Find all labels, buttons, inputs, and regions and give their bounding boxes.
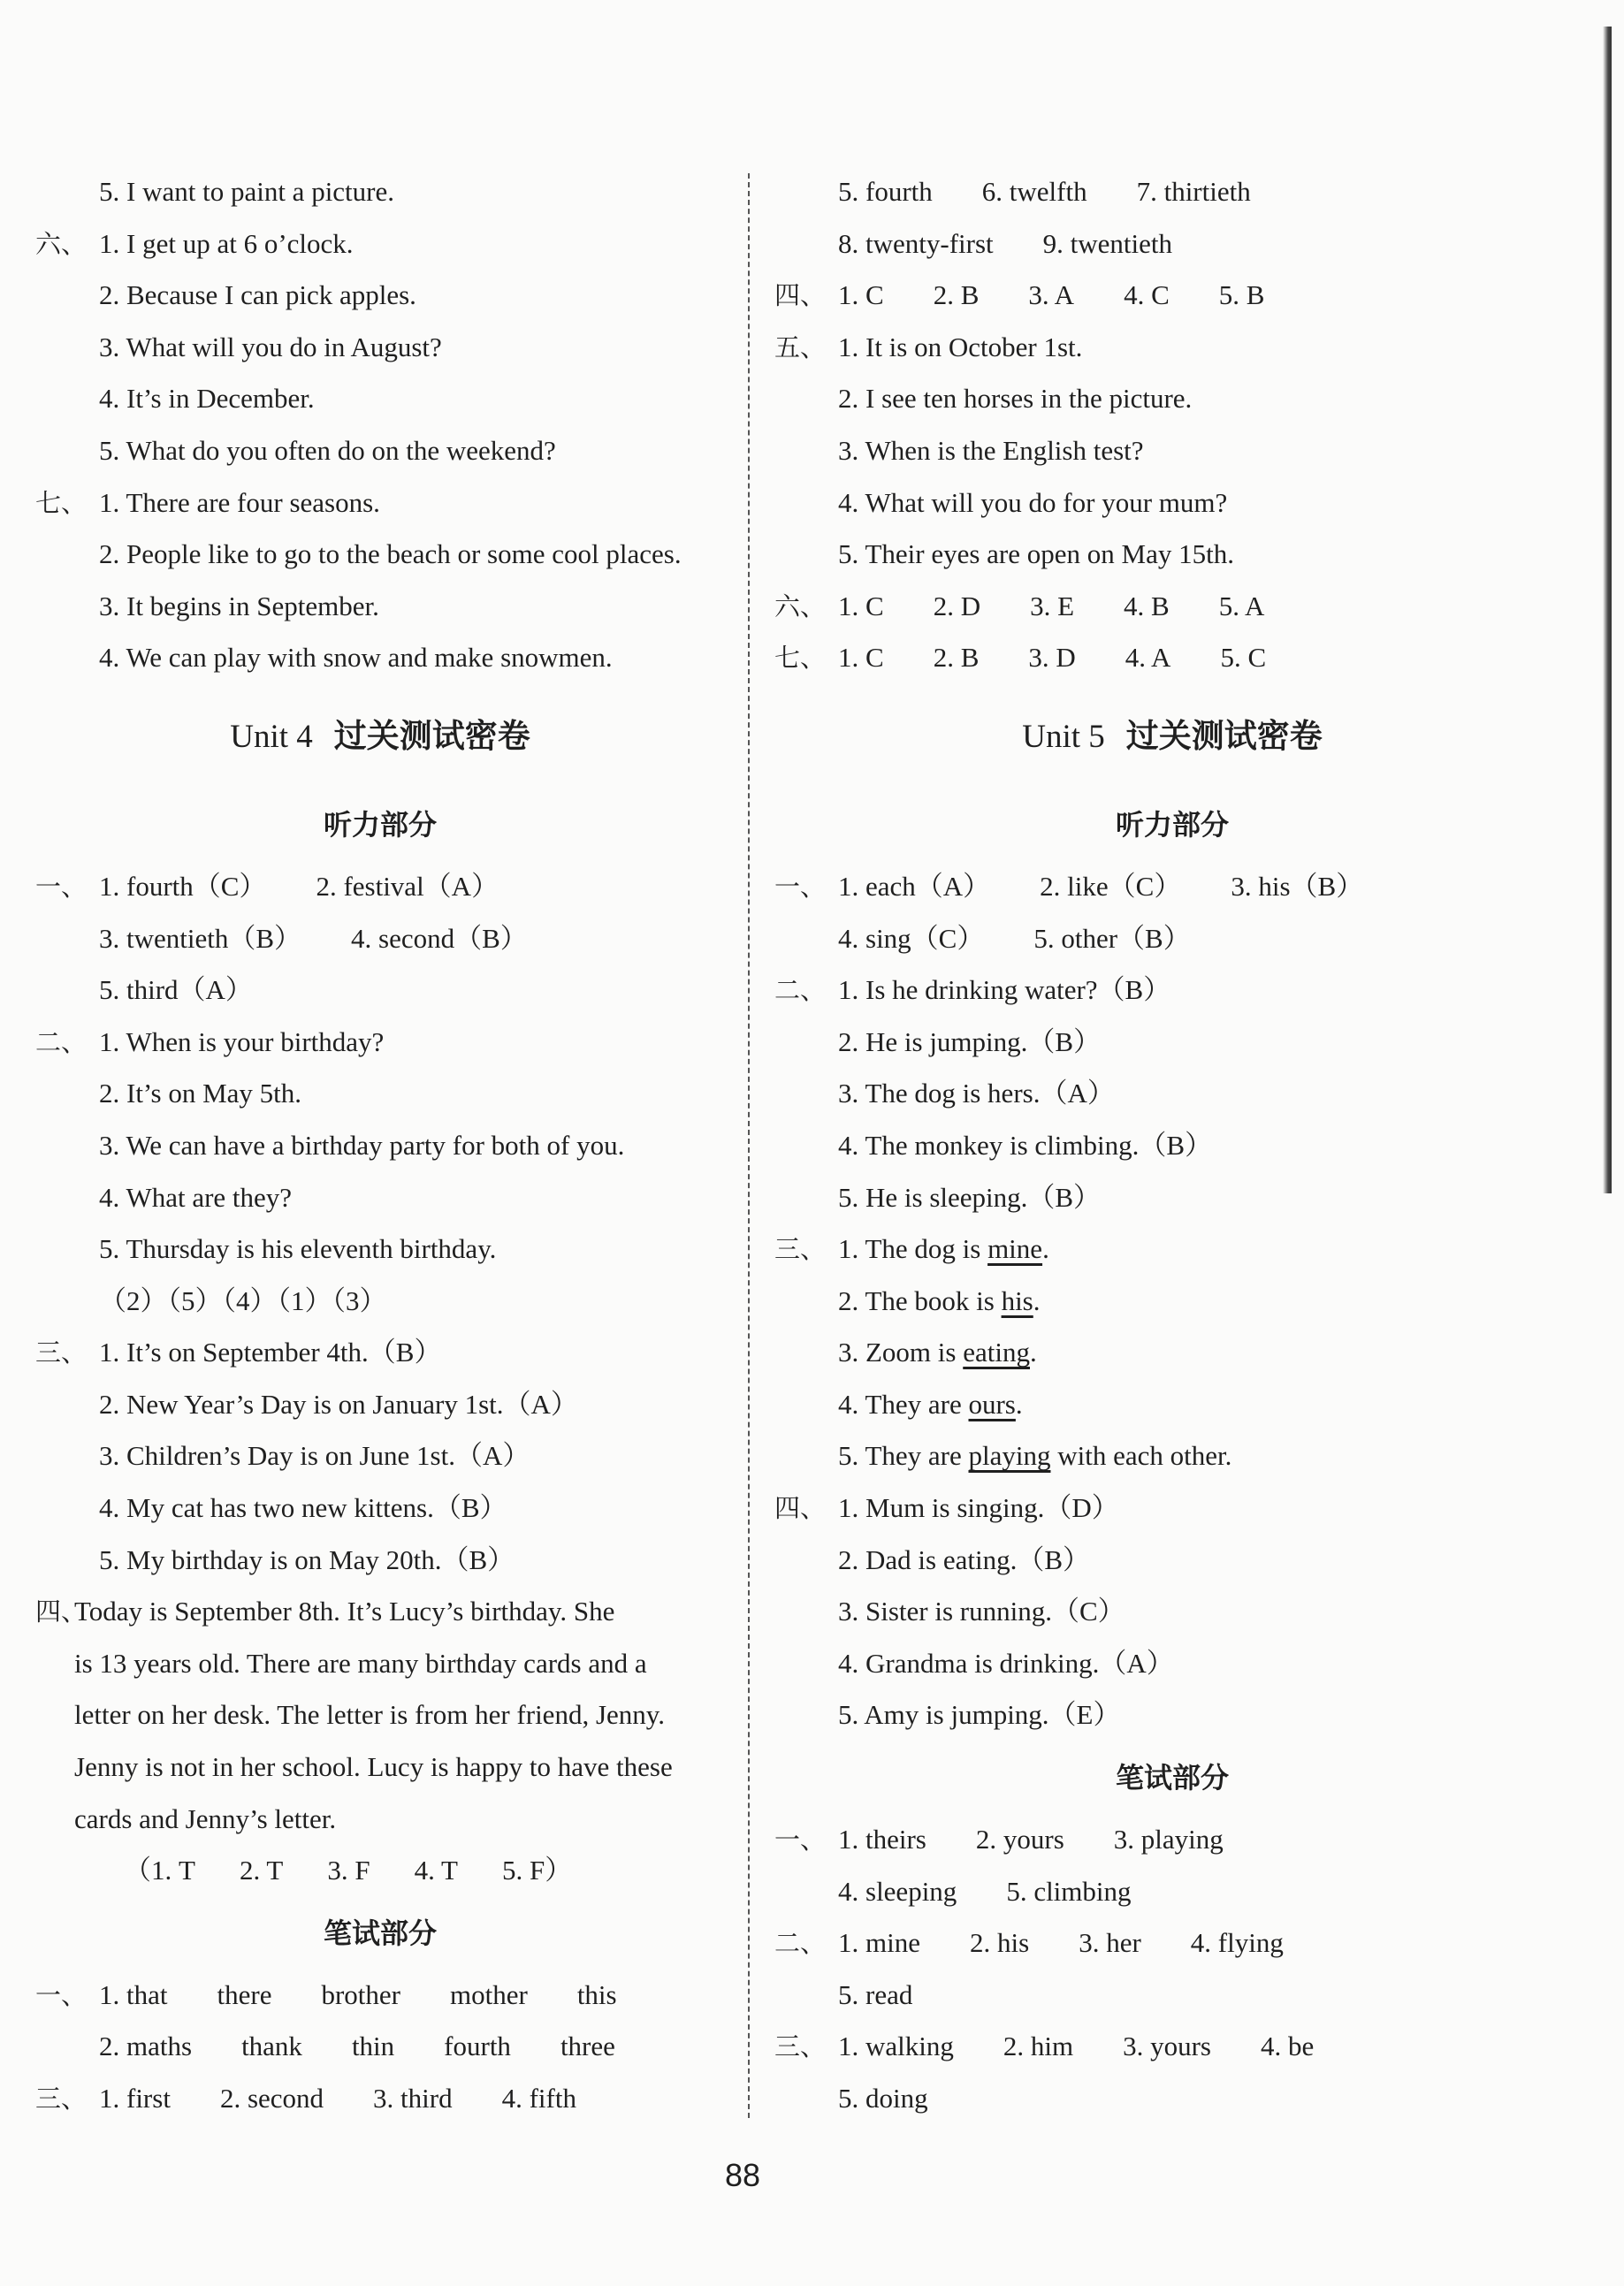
- sentence-start: 4. They are: [838, 1388, 969, 1420]
- true-false-answer: 4. T: [414, 1855, 458, 1886]
- answer-line: [774, 1814, 1570, 1866]
- answer-line: [774, 1120, 1570, 1172]
- answer-line: [774, 1638, 1570, 1690]
- answer-item: there: [217, 1978, 272, 2010]
- answer-line: [774, 1172, 1570, 1224]
- answer-item: 2. Because I can pick apples.: [99, 279, 416, 311]
- sentence-start: 2. The book is: [838, 1284, 1002, 1316]
- answer-item: this: [576, 1978, 617, 2010]
- section-marker: 七、: [774, 643, 827, 674]
- answer-item: thank: [241, 2031, 302, 2062]
- section-marker: 一、: [35, 1979, 88, 2010]
- answer-line: [774, 270, 1570, 322]
- answer-item: 7. thirtieth: [1136, 176, 1251, 207]
- answer-item: brother: [321, 1978, 400, 2010]
- answer-line: [35, 581, 725, 633]
- underline-answer-line: [774, 1430, 1570, 1482]
- answer-line: [35, 632, 725, 684]
- section-marker: 三、: [35, 1337, 88, 1368]
- section-marker: 一、: [35, 871, 88, 902]
- underline-answer-line: [774, 1276, 1570, 1328]
- right-top-answers: [774, 166, 1570, 684]
- answer-line: [774, 425, 1570, 477]
- answer-item: 1. that: [99, 1978, 168, 2010]
- answer-item: 1. It is on October 1st.: [838, 331, 1083, 362]
- underlined-word: eating: [963, 1337, 1030, 1368]
- answer-line: [35, 1017, 725, 1069]
- unit-5-listening-answers-2: [774, 1482, 1570, 1741]
- unit-5-title-en: Unit 5: [1022, 718, 1105, 755]
- answer-item: mother: [450, 1978, 528, 2010]
- right-column: [774, 166, 1570, 2125]
- answer-line: [774, 1586, 1570, 1638]
- answer-line: [35, 913, 725, 965]
- unit-4-title-cn: 过关测试密卷: [333, 716, 530, 755]
- answer-line: [35, 861, 725, 913]
- column-divider: [748, 173, 750, 2118]
- answer-item: 3. her: [1079, 1927, 1141, 1959]
- section-marker: 五、: [774, 331, 827, 362]
- answer-line: [35, 1068, 725, 1120]
- answer-item: 2. yours: [975, 1824, 1064, 1855]
- answer-item: 4. My cat has two new kittens.（B）: [99, 1492, 507, 1524]
- answer-item: 2. B: [933, 279, 980, 311]
- answer-item: 3. twentieth（B）: [99, 922, 302, 954]
- underlined-word: ours: [968, 1388, 1016, 1420]
- unit-5-written-answers: [774, 1814, 1570, 2125]
- answer-item: 5. fourth: [838, 176, 933, 207]
- answer-item: 4. sing（C）: [838, 922, 985, 954]
- passage-answers: [35, 1845, 725, 1897]
- answer-item: 4. B: [1124, 590, 1170, 621]
- answer-item: 3. playing: [1113, 1824, 1224, 1855]
- answer-line: [774, 2073, 1570, 2125]
- answer-item: 2. second: [219, 2083, 324, 2114]
- answer-item: 5. He is sleeping.（B）: [838, 1181, 1102, 1213]
- unit-5-title: [774, 684, 1570, 789]
- answer-item: 1. fourth（C）: [99, 870, 267, 902]
- section-marker: 六、: [35, 228, 88, 259]
- section-marker: 三、: [774, 2031, 827, 2062]
- answer-item: 1. first: [99, 2083, 171, 2114]
- passage-line: [35, 1689, 725, 1741]
- answer-item: 5. Thursday is his eleventh birthday.: [99, 1233, 497, 1265]
- answer-item: 2. his: [970, 1927, 1030, 1959]
- answer-item: 5. My birthday is on May 20th.（B）: [99, 1543, 515, 1575]
- unit-4-title: [35, 684, 725, 789]
- passage-text: letter on her desk. The letter is from her friend, Jenny.: [74, 1699, 665, 1731]
- true-false-answer: 3. F: [327, 1855, 370, 1886]
- section-marker: 六、: [774, 591, 827, 621]
- unit-4-listening-title: 听力部分: [323, 807, 437, 842]
- answer-line: [35, 1970, 725, 2022]
- answer-item: 2. him: [1003, 2031, 1074, 2062]
- answer-line: [35, 166, 725, 218]
- unit-4-passage: [35, 1586, 725, 1897]
- answer-line: [35, 964, 725, 1017]
- answer-item: 3. It begins in September.: [99, 590, 379, 621]
- answer-item: 2. festival（A）: [316, 870, 499, 902]
- answer-line: [774, 1866, 1570, 1918]
- answer-line: [35, 1430, 725, 1482]
- answer-item: 1. theirs: [838, 1824, 926, 1855]
- answer-line: [774, 166, 1570, 218]
- answer-line: [774, 477, 1570, 530]
- answer-item: （2）（5）（4）（1）（3）: [99, 1284, 387, 1316]
- underline-answer-line: [774, 1327, 1570, 1379]
- answer-item: 1. C: [838, 642, 884, 674]
- unit-4-title-en: Unit 4: [230, 718, 313, 755]
- answer-item: 5. read: [838, 1978, 913, 2010]
- answer-item: 1. walking: [838, 2031, 954, 2062]
- unit-5-underline-answers: [774, 1223, 1570, 1482]
- left-top-answers: [35, 166, 725, 684]
- passage-line: [35, 1586, 725, 1638]
- answer-line: [774, 632, 1570, 684]
- answer-line: [774, 1970, 1570, 2022]
- answer-line: [774, 964, 1570, 1017]
- answer-item: 2. Dad is eating.（B）: [838, 1543, 1090, 1575]
- answer-line: [35, 1482, 725, 1535]
- sentence-start: 3. Zoom is: [838, 1337, 964, 1368]
- sentence-end: .: [1029, 1337, 1037, 1368]
- answer-item: 4. The monkey is climbing.（B）: [838, 1129, 1213, 1161]
- section-marker: 三、: [774, 1234, 827, 1265]
- sentence-end: .: [1015, 1388, 1023, 1420]
- answer-line: [35, 529, 725, 581]
- answer-item: 1. mine: [838, 1927, 920, 1959]
- answer-item: 3. What will you do in August?: [99, 331, 442, 362]
- unit-5-listening-title: 听力部分: [1115, 807, 1229, 842]
- section-marker: 二、: [774, 1928, 827, 1959]
- left-column: [35, 166, 725, 2125]
- page-number: 88: [724, 2157, 761, 2193]
- answer-item: 4. flying: [1190, 1927, 1284, 1959]
- answer-line: [774, 1535, 1570, 1587]
- unit-4-written-title: 笔试部分: [323, 1916, 437, 1950]
- answer-line: [774, 581, 1570, 633]
- unit-4-listening-answers: [35, 861, 725, 1586]
- answer-item: 4. It’s in December.: [99, 383, 315, 415]
- answer-item: 1. There are four seasons.: [99, 486, 380, 518]
- answer-item: fourth: [444, 2031, 511, 2062]
- answer-item: 2. maths: [99, 2031, 193, 2062]
- section-marker: 一、: [774, 1825, 827, 1855]
- answer-item: 4. fifth: [501, 2083, 576, 2114]
- answer-item: 4. What will you do for your mum?: [838, 486, 1228, 518]
- answer-line: [35, 1172, 725, 1224]
- answer-item: 5. C: [1220, 642, 1267, 674]
- passage-line: [35, 1741, 725, 1794]
- answer-item: 6. twelfth: [981, 176, 1087, 207]
- sentence-end: with each other.: [1050, 1440, 1232, 1472]
- passage-text: cards and Jenny’s letter.: [74, 1802, 337, 1834]
- answer-item: 3. third: [373, 2083, 453, 2114]
- answer-item: 4. C: [1124, 279, 1170, 311]
- answer-line: [774, 1017, 1570, 1069]
- passage-line: [35, 1794, 725, 1846]
- answer-line: [35, 322, 725, 374]
- answer-item: 1. I get up at 6 o’clock.: [99, 227, 354, 259]
- answer-line: [774, 1917, 1570, 1970]
- answer-item: 5. climbing: [1006, 1875, 1132, 1907]
- section-marker: 四、: [774, 1493, 827, 1524]
- section-marker: 四、: [774, 280, 827, 311]
- answer-item: 1. When is your birthday?: [99, 1025, 385, 1057]
- passage-line: [35, 1638, 725, 1690]
- answer-item: 3. yours: [1123, 2031, 1211, 2062]
- answer-item: 4. A: [1125, 642, 1171, 674]
- answer-item: 2. People like to go to the beach or some cool places.: [99, 538, 682, 570]
- sentence-start: 1. The dog is: [838, 1233, 988, 1265]
- unit-4-written-answers: [35, 1970, 725, 2125]
- answer-line: [774, 529, 1570, 581]
- answer-line: [774, 1068, 1570, 1120]
- answer-item: 1. C: [838, 590, 884, 621]
- answer-line: [35, 1535, 725, 1587]
- answer-item: 3. Sister is running.（C）: [838, 1596, 1125, 1627]
- passage-text: Jenny is not in her school. Lucy is happy to have these: [74, 1751, 673, 1783]
- answer-item: 2. like（C）: [1040, 870, 1182, 902]
- answer-item: 5. third（A）: [99, 974, 253, 1006]
- answer-item: 3. his（B）: [1231, 870, 1364, 902]
- answer-line: [774, 218, 1570, 271]
- answer-item: 5. A: [1218, 590, 1265, 621]
- true-false-answer: （1. T: [124, 1855, 195, 1886]
- underlined-word: playing: [968, 1440, 1051, 1472]
- answer-item: 3. We can have a birthday party for both of you.: [99, 1129, 625, 1161]
- answer-line: [774, 913, 1570, 965]
- answer-item: 3. The dog is hers.（A）: [838, 1078, 1115, 1109]
- underline-answer-line: [774, 1379, 1570, 1431]
- true-false-answer: 2. T: [239, 1855, 284, 1886]
- answer-item: 1. C: [838, 279, 884, 311]
- answer-item: 2. B: [933, 642, 980, 674]
- sentence-end: .: [1042, 1233, 1049, 1265]
- underlined-word: mine: [987, 1233, 1043, 1265]
- answer-item: 2. D: [933, 590, 981, 621]
- answer-item: 4. We can play with snow and make snowmen.: [99, 642, 613, 674]
- answer-line: [774, 1482, 1570, 1535]
- answer-item: 3. A: [1028, 279, 1075, 311]
- sentence-end: .: [1033, 1284, 1041, 1316]
- answer-item: 1. It’s on September 4th.（B）: [99, 1337, 442, 1368]
- answer-item: 3. Children’s Day is on June 1st.（A）: [99, 1440, 530, 1472]
- answer-line: [35, 270, 725, 322]
- answer-item: 4. second（B）: [351, 922, 528, 954]
- section-marker: 二、: [774, 975, 827, 1006]
- answer-line: [35, 425, 725, 477]
- answer-item: 3. When is the English test?: [838, 434, 1144, 466]
- answer-item: 2. I see ten horses in the picture.: [838, 383, 1193, 415]
- answer-line: [774, 373, 1570, 425]
- answer-item: 1. each（A）: [838, 870, 991, 902]
- answer-item: 5. other（B）: [1033, 922, 1191, 954]
- answer-line: [35, 477, 725, 530]
- answer-item: 5. B: [1218, 279, 1265, 311]
- answer-line: [774, 1689, 1570, 1741]
- unit-5-listening-answers: [774, 861, 1570, 1223]
- section-marker: 三、: [35, 2084, 88, 2114]
- answer-line: [774, 2021, 1570, 2073]
- answer-item: 1. Is he drinking water?（B）: [838, 974, 1171, 1006]
- underline-answer-line: [774, 1223, 1570, 1276]
- answer-item: 2. New Year’s Day is on January 1st.（A）: [99, 1388, 578, 1420]
- answer-item: 3. D: [1028, 642, 1076, 674]
- section-marker: 二、: [35, 1026, 88, 1057]
- answer-item: 5. I want to paint a picture.: [99, 176, 395, 207]
- underlined-word: his: [1001, 1284, 1033, 1316]
- section-marker: 一、: [774, 871, 827, 902]
- answer-item: thin: [351, 2031, 395, 2062]
- answer-item: 9. twentieth: [1042, 227, 1172, 259]
- true-false-answer: 5. F）: [501, 1855, 573, 1886]
- answer-item: 5. Their eyes are open on May 15th.: [838, 538, 1234, 570]
- passage-text: Today is September 8th. It’s Lucy’s birthday. She: [74, 1596, 615, 1627]
- answer-item: 4. sleeping: [838, 1875, 957, 1907]
- answer-line: [35, 1223, 725, 1276]
- answer-line: [774, 861, 1570, 913]
- answer-item: 4. be: [1261, 2031, 1315, 2062]
- answer-line: [35, 2073, 725, 2125]
- answer-item: 4. Grandma is drinking.（A）: [838, 1647, 1174, 1679]
- answer-item: 2. It’s on May 5th.: [99, 1078, 302, 1109]
- unit-5-title-cn: 过关测试密卷: [1125, 716, 1323, 755]
- answer-item: 3. E: [1030, 590, 1075, 621]
- sentence-start: 5. They are: [838, 1440, 969, 1472]
- answer-item: 5. What do you often do on the weekend?: [99, 434, 556, 466]
- section-marker: 四、: [35, 1596, 88, 1627]
- answer-line: [35, 1276, 725, 1328]
- scan-edge-shadow: [1603, 27, 1612, 1193]
- section-marker: 七、: [35, 487, 88, 518]
- answer-item: 1. Mum is singing.（D）: [838, 1492, 1119, 1524]
- answer-line: [35, 2021, 725, 2073]
- answer-line: [35, 1379, 725, 1431]
- answer-item: 5. doing: [838, 2083, 928, 2114]
- unit-5-written-title: 笔试部分: [1115, 1761, 1229, 1795]
- passage-text: is 13 years old. There are many birthday cards and a: [74, 1647, 647, 1679]
- answer-line: [774, 322, 1570, 374]
- answer-line: [35, 218, 725, 271]
- answer-line: [35, 1120, 725, 1172]
- answer-item: 4. What are they?: [99, 1181, 293, 1213]
- answer-line: [35, 373, 725, 425]
- answer-line: [35, 1327, 725, 1379]
- answer-item: three: [560, 2031, 615, 2062]
- answer-item: 8. twenty-first: [838, 227, 994, 259]
- answer-item: 5. Amy is jumping.（E）: [838, 1699, 1121, 1731]
- answer-item: 2. He is jumping.（B）: [838, 1025, 1102, 1057]
